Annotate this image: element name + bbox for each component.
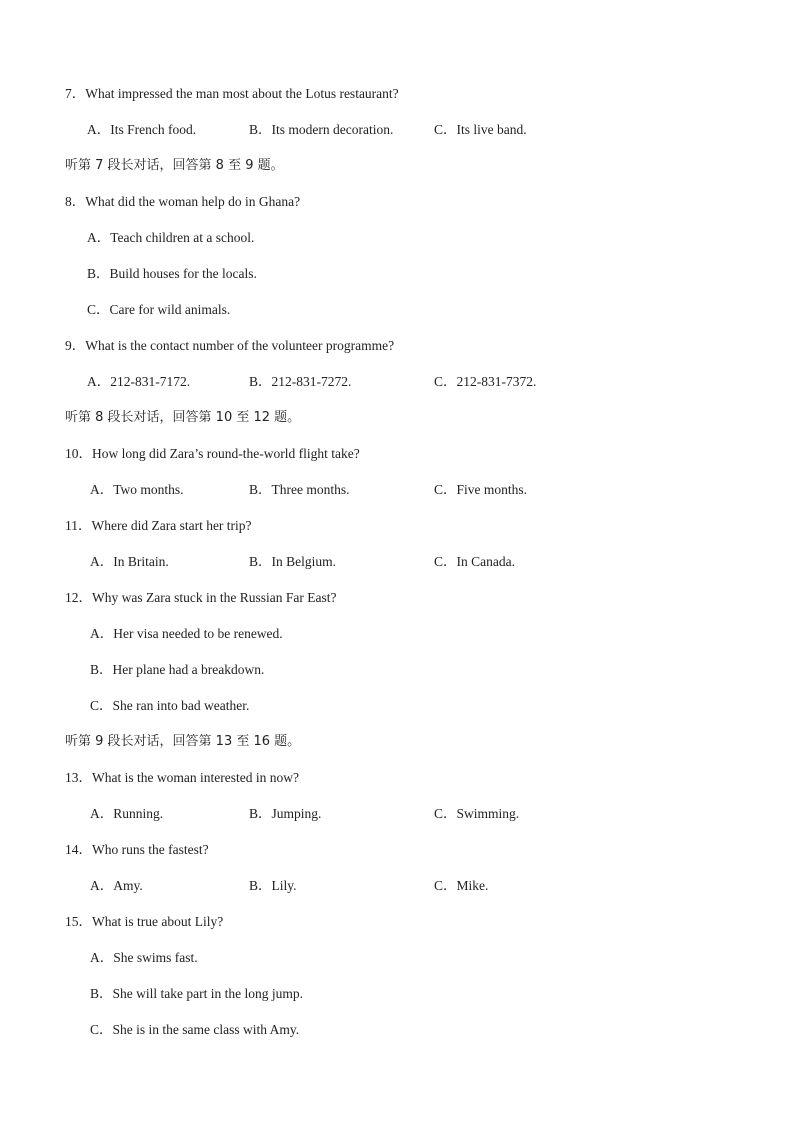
q7-option-b: B．Its modern decoration. [249, 122, 394, 137]
q11-option-c: C．In Canada. [434, 554, 515, 569]
q12-option-b: B．Her plane had a breakdown. [90, 662, 265, 677]
q13-option-b: B．Jumping. [249, 806, 322, 821]
q9-option-a: A．212-831-7172. [87, 374, 191, 389]
q8-option-a: A．Teach children at a school. [87, 230, 255, 245]
section-header-9: 听第 9 段长对话，回答第 13 至 16 题。 [65, 734, 301, 749]
q9-option-b: B．212-831-7272. [249, 374, 352, 389]
question-9: 9．What is the contact number of the volunteer programme? [65, 338, 395, 353]
q7-option-c: C．Its live band. [434, 122, 527, 137]
q15-option-b: B．She will take part in the long jump. [90, 986, 303, 1001]
q12-option-c: C．She ran into bad weather. [90, 698, 250, 713]
question-10: 10．How long did Zara’s round-the-world flight take? [65, 446, 360, 461]
q14-option-a: A．Amy. [90, 878, 143, 893]
q7-option-a: A．Its French food. [87, 122, 197, 137]
q15-option-a: A．She swims fast. [90, 950, 198, 965]
question-8: 8．What did the woman help do in Ghana? [65, 194, 301, 209]
q10-option-b: B．Three months. [249, 482, 350, 497]
q9-option-c: C．212-831-7372. [434, 374, 537, 389]
question-15: 15．What is true about Lily? [65, 914, 224, 929]
q8-option-b: B．Build houses for the locals. [87, 266, 257, 281]
section-header-7: 听第 7 段长对话，回答第 8 至 9 题。 [65, 158, 284, 173]
question-7: 7．What impressed the man most about the Lotus restaurant? [65, 86, 399, 101]
question-13: 13．What is the woman interested in now? [65, 770, 299, 785]
q15-option-c: C．She is in the same class with Amy. [90, 1022, 300, 1037]
q8-option-c: C．Care for wild animals. [87, 302, 231, 317]
section-header-8: 听第 8 段长对话，回答第 10 至 12 题。 [65, 410, 301, 425]
q13-option-c: C．Swimming. [434, 806, 520, 821]
q10-option-a: A．Two months. [90, 482, 184, 497]
q14-option-b: B．Lily. [249, 878, 297, 893]
question-11: 11．Where did Zara start her trip? [65, 518, 252, 533]
q14-option-c: C．Mike. [434, 878, 489, 893]
question-14: 14．Who runs the fastest? [65, 842, 209, 857]
q12-option-a: A．Her visa needed to be renewed. [90, 626, 283, 641]
q11-option-b: B．In Belgium. [249, 554, 336, 569]
question-12: 12．Why was Zara stuck in the Russian Far East? [65, 590, 337, 605]
q11-option-a: A．In Britain. [90, 554, 169, 569]
q13-option-a: A．Running. [90, 806, 164, 821]
q10-option-c: C．Five months. [434, 482, 528, 497]
